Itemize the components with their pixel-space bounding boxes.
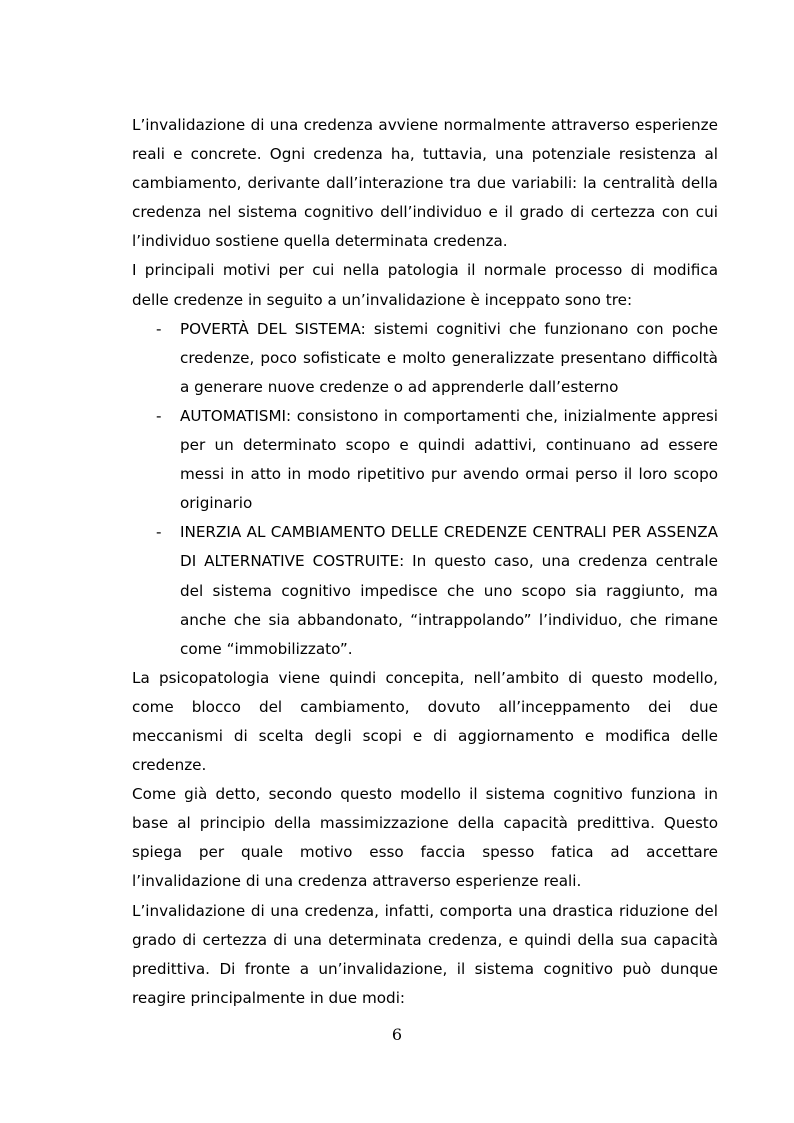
paragraph-invalidation-effects: L’invalidazione di una credenza, infatti, comporta una drastica riduzione del grado di certezza di una determinata credenza, e quindi della sua capacità predittiva. Di fronte a un’invalidazione, il sistema cognitivo può dunque reagire principalmente in due modi: — [132, 901, 718, 1007]
list-item-text: AUTOMATISMI: consistono in comportamenti che, inizialmente appresi per un determinato scopo e quindi adattivi, continuano ad essere messi in atto in modo ripetitivo pur avendo ormai perso il loro scopo originario — [180, 406, 718, 513]
list-item — [132, 315, 718, 402]
body-text — [132, 111, 718, 1013]
list-item-text: POVERTÀ DEL SISTEMA: sistemi cognitivi che funzionano con poche credenze, poco sofisticate e molto generalizzate presentano difficoltà a generare nuove credenze o ad apprenderle dall’esterno — [180, 319, 718, 396]
list-item-text: INERZIA AL CAMBIAMENTO DELLE CREDENZE CENTRALI PER ASSENZA DI ALTERNATIVE COSTRUITE: In questo caso, una credenza centrale del sistema cognitivo impedisce che uno scopo sia raggiunto, ma anche che sia abbandonato, “intrappolando” l’individuo, che rimane come “immobilizzato”. — [180, 523, 718, 658]
list-item — [132, 518, 718, 663]
motives-list — [132, 315, 718, 664]
paragraph-invalidation-intro: L’invalidazione di una credenza avviene normalmente attraverso esperienze reali e concrete. Ogni credenza ha, tuttavia, una potenziale resistenza al cambiamento, derivante dall’interazione tra due variabili: la centralità della credenza nel sistema cognitivo dell’individuo e il grado di certezza con cui l’individuo sostiene quella determinata credenza. — [132, 116, 718, 251]
paragraph-pathology-motives: I principali motivi per cui nella patologia il normale processo di modifica delle credenze in seguito a un’invalidazione è inceppato sono tre: — [132, 261, 718, 309]
list-item — [132, 402, 718, 518]
list-bullet: - — [156, 319, 162, 338]
list-bullet: - — [156, 406, 162, 425]
paragraph-predictive-capacity: Come già detto, secondo questo modello il sistema cognitivo funziona in base al principio della massimizzazione della capacità predittiva. Questo spiega per quale motivo esso faccia spesso fatica ad accettare l’invalidazione di una credenza attraverso esperienze reali. — [132, 785, 718, 891]
paragraph-psychopathology: La psicopatologia viene quindi concepita, nell’ambito di questo modello, come blocco del cambiamento, dovuto all’inceppamento dei due meccanismi di scelta degli scopi e di aggiornamento e modifica delle credenze. — [132, 668, 718, 775]
list-bullet: - — [156, 523, 162, 542]
page-number: 6 — [391, 1025, 403, 1044]
